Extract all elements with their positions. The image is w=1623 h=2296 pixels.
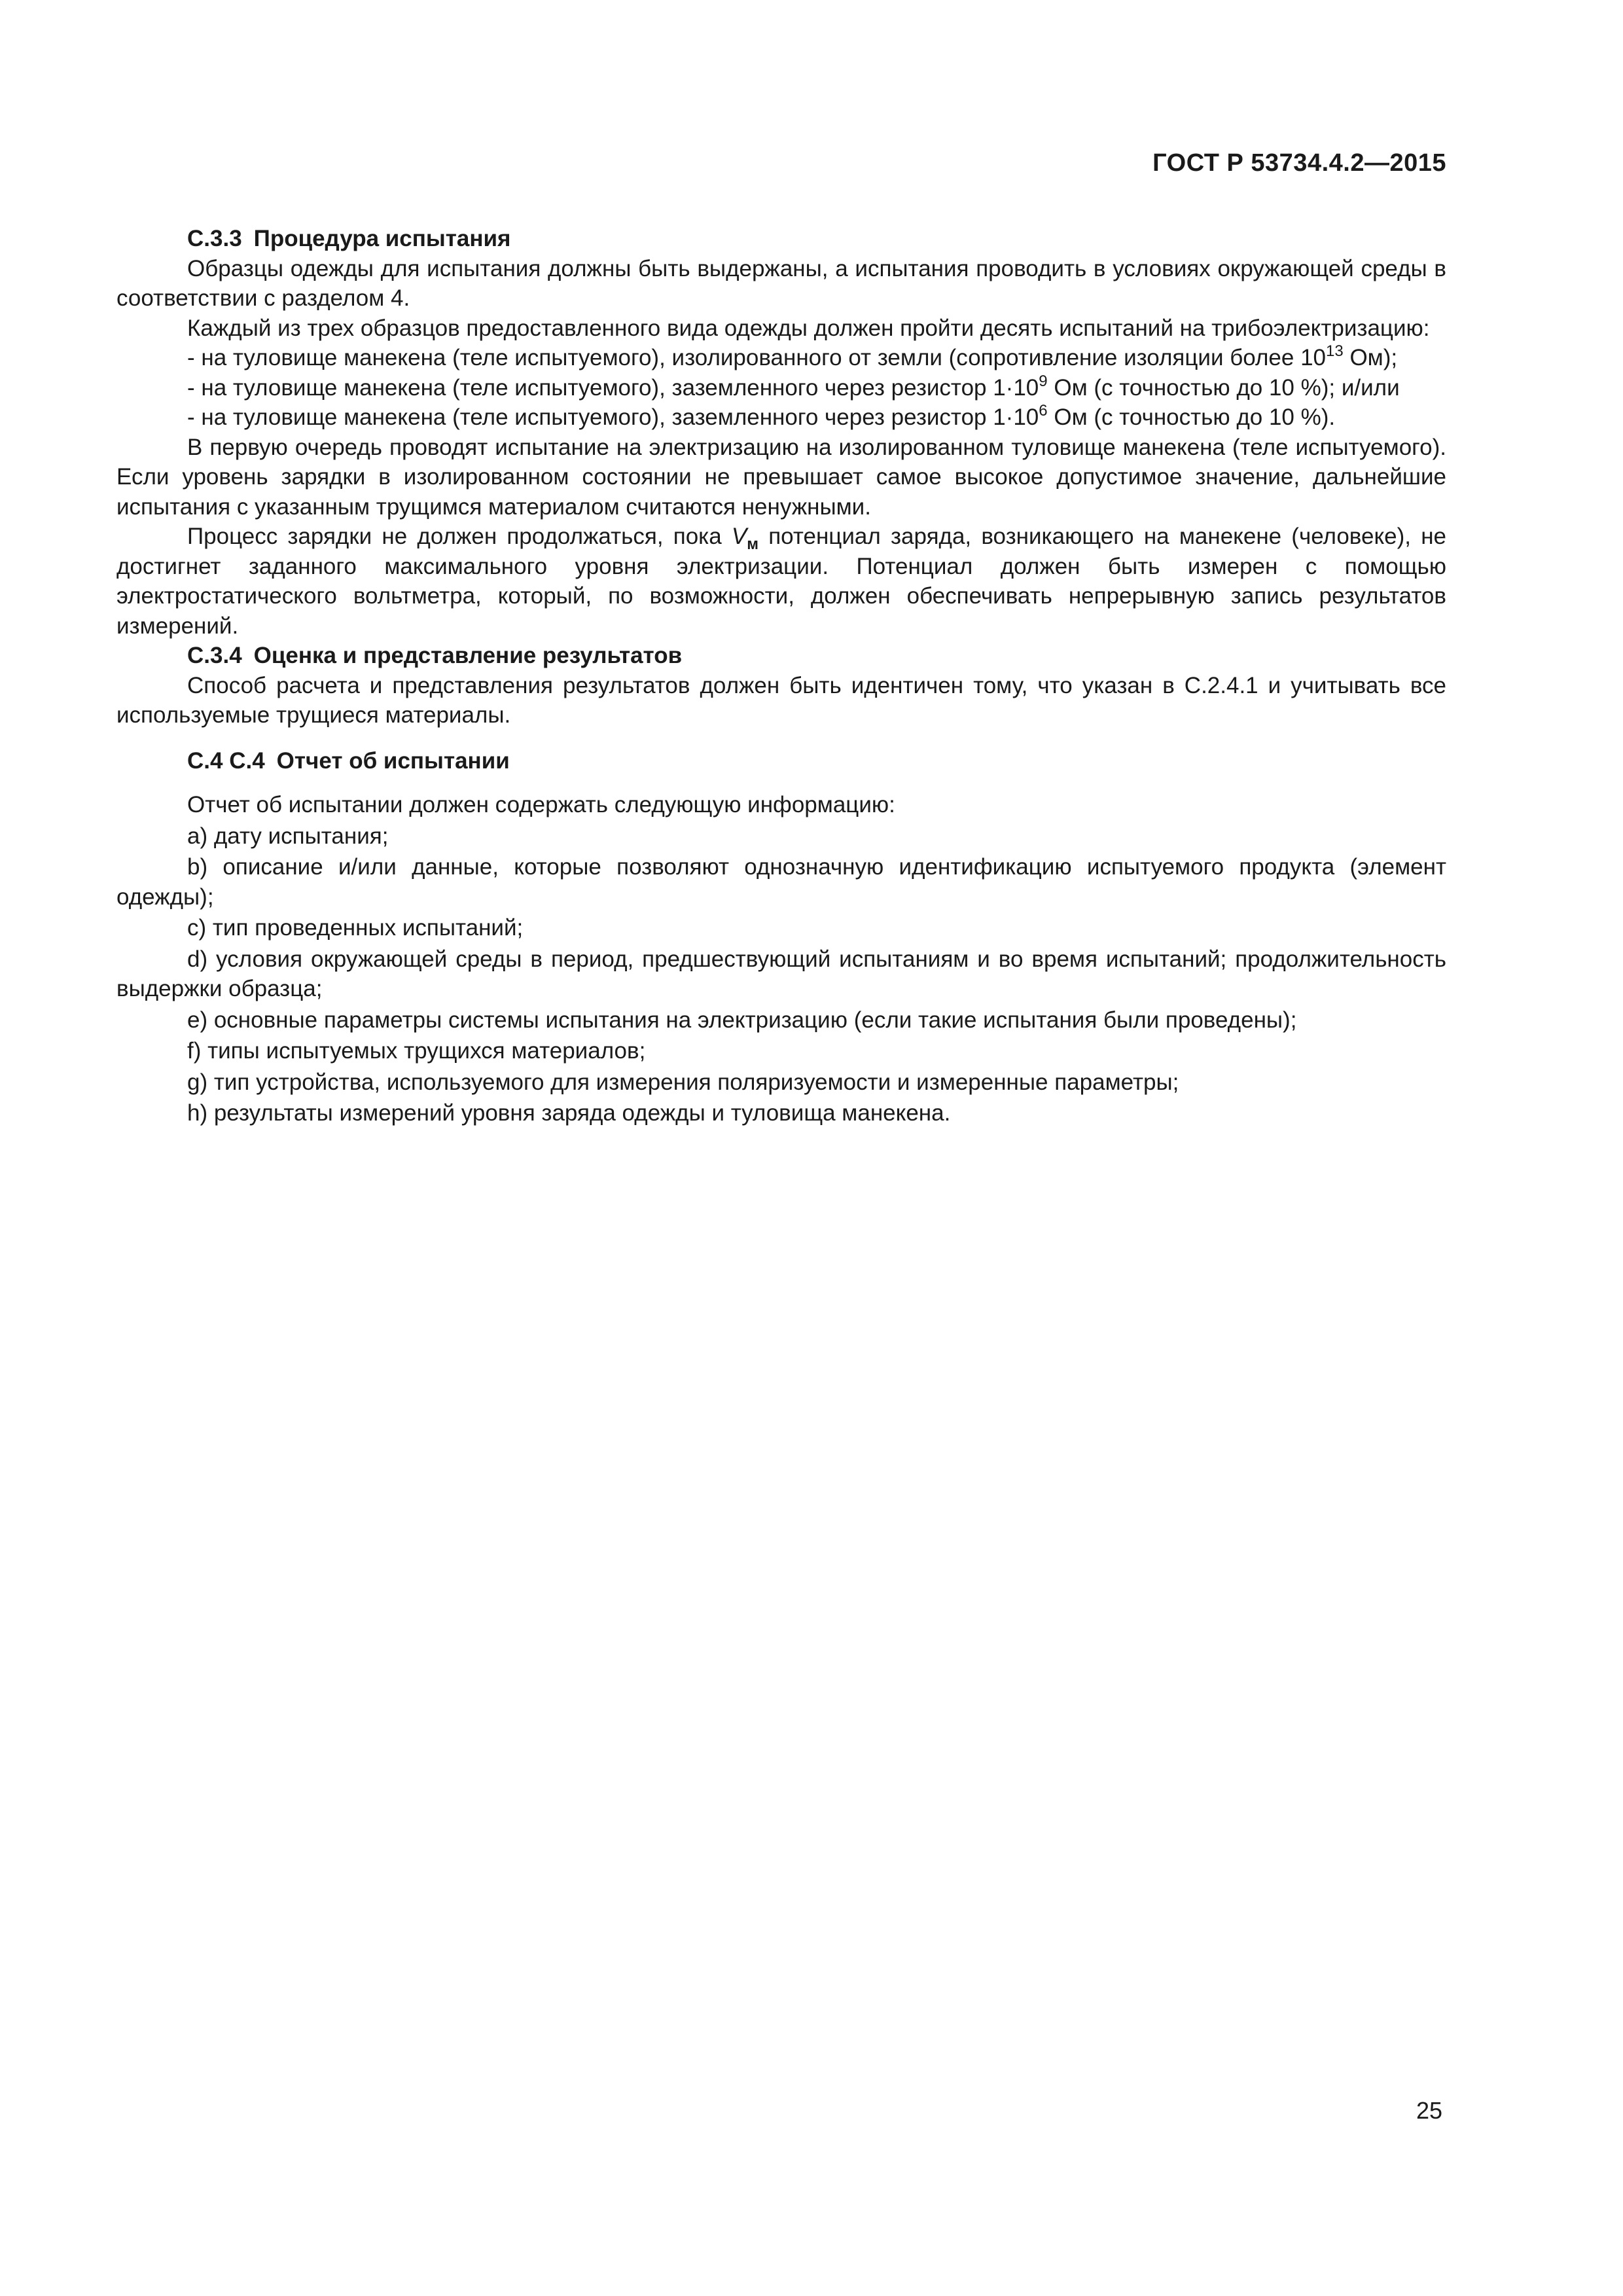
superscript: 13 <box>1326 342 1344 360</box>
list-item: e) основные параметры системы испытания на электризацию (если такие испытания были проведены); <box>187 1007 1297 1033</box>
section-number: С.4 С.4 <box>187 747 265 774</box>
document-code-header: ГОСТ Р 53734.4.2—2015 <box>1152 149 1446 177</box>
paragraph: Способ расчета и представления результатов должен быть идентичен тому, что указан в С.2.4.1 и учитывать все используемые трущиеся материалы. <box>116 672 1446 728</box>
text-fragment: Ом); <box>1343 345 1398 370</box>
section-number: С.3.4 <box>187 643 242 668</box>
section-title: Процедура испытания <box>253 226 511 251</box>
paragraph: Каждый из трех образцов предоставленного вида одежды должен пройти десять испытаний на трибоэлектризацию: <box>187 315 1430 341</box>
section-title: Отчет об испытании <box>276 747 510 774</box>
list-item: f) типы испытуемых трущихся материалов; <box>187 1038 646 1064</box>
section-heading-c-3-3 <box>116 224 1446 254</box>
paragraph: Образцы одежды для испытания должны быть выдержаны, а испытания проводить в условиях окружающей среды в соответствии с разделом 4. <box>116 255 1446 311</box>
paragraph <box>116 522 1446 641</box>
page-content <box>116 224 1446 1130</box>
text-fragment: - на туловище манекена (теле испытуемого), заземленного через резистор 1·10 <box>187 404 1039 430</box>
text-fragment: Ом (с точностью до 10 %). <box>1047 404 1336 430</box>
variable: V <box>731 524 747 549</box>
subscript: м <box>747 535 759 553</box>
list-item: h) результаты измерений уровня заряда одежды и туловища манекена. <box>187 1100 951 1126</box>
text-fragment: - на туловище манекена (теле испытуемого), заземленного через резистор 1·10 <box>187 374 1039 401</box>
superscript: 6 <box>1039 402 1048 420</box>
paragraph: В первую очередь проводят испытание на электризацию на изолированном туловище манекена (теле испытуемого). Если уровень зарядки в изолированном состоянии не превышает самое высокое допустимое значение, дальнейшие испытания с указанным трущимся материалом считаются ненужными. <box>116 434 1446 520</box>
section-title: Оценка и представление результатов <box>253 643 683 668</box>
list-item <box>116 373 1446 403</box>
text-fragment: - на туловище манекена (теле испытуемого), изолированного от земли (сопротивление изоляции более 10 <box>187 345 1327 370</box>
page-number: 25 <box>1416 2097 1442 2124</box>
text-fragment: Процесс зарядки не должен продолжаться, пока <box>187 524 732 549</box>
list-item: d) условия окружающей среды в период, предшествующий испытаниям и во время испытаний; продолжительность выдержки образца; <box>116 946 1446 1001</box>
list-item: b) описание и/или данные, которые позволяют однозначную идентификацию испытуемого продукта (элемент одежды); <box>116 854 1446 910</box>
list-item: c) тип проведенных испытаний; <box>187 915 524 941</box>
paragraph: Отчет об испытании должен содержать следующую информацию: <box>187 792 895 817</box>
superscript: 9 <box>1039 372 1048 390</box>
list-item <box>116 403 1446 433</box>
section-heading-c-3-4 <box>116 641 1446 671</box>
list-item: g) тип устройства, используемого для измерения поляризуемости и измеренные параметры; <box>187 1069 1179 1095</box>
list-item <box>116 343 1446 373</box>
text-fragment: потенциал заряда, возникающего на манекене (человеке), не достигнет заданного максимального уровня электризации. Потенциал должен быть измерен с помощью электростатического вольтметра, который, по возможности, должен обеспечивать непрерывную запись результатов измерений. <box>116 524 1446 639</box>
section-heading-c-4 <box>116 746 1446 776</box>
text-fragment: Ом (с точностью до 10 %); и/или <box>1047 374 1400 401</box>
list-item: a) дату испытания; <box>187 823 389 849</box>
section-number: С.3.3 <box>187 226 242 251</box>
